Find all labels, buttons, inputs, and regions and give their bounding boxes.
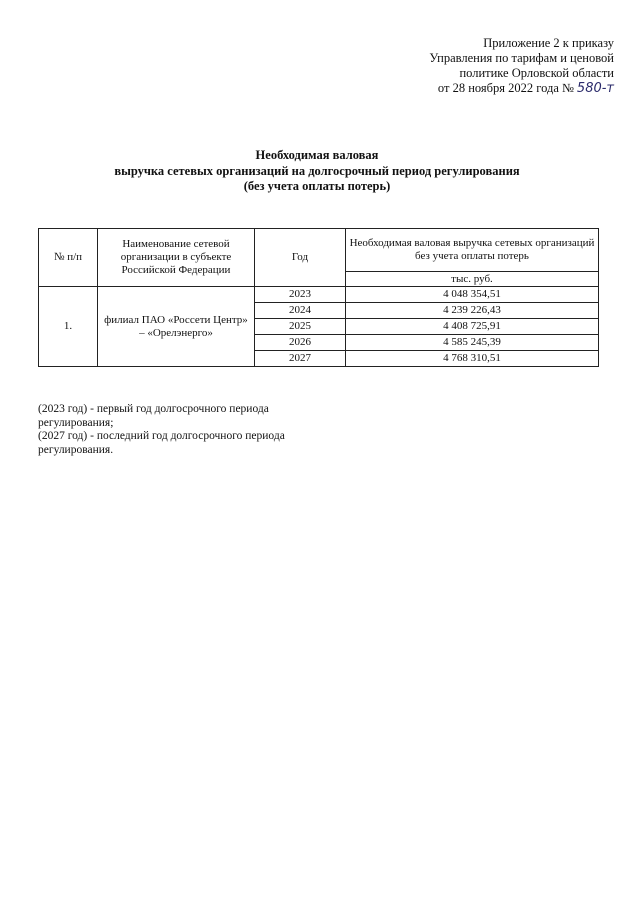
appendix-header <box>354 36 614 96</box>
revenue-value: 4 768 310,51 <box>346 351 599 367</box>
header-org: Наименование сетевой организации в субъекте Российской Федерации <box>98 229 255 287</box>
header-num: № п/п <box>39 229 98 287</box>
header-revenue: Необходимая валовая выручка сетевых организаций без учета оплаты потерь <box>346 229 599 272</box>
title-line-3: (без учета оплаты потерь) <box>243 179 391 193</box>
revenue-value: 4 585 245,39 <box>346 335 599 351</box>
year-cell: 2027 <box>255 351 346 367</box>
revenue-value: 4 408 725,91 <box>346 319 599 335</box>
appendix-line-3: политике Орловской области <box>459 66 614 80</box>
appendix-line-2: Управления по тарифам и ценовой <box>429 51 614 65</box>
note-first-year: (2023 год) - первый год долгосрочного периода регулирования; <box>38 403 269 429</box>
year-cell: 2023 <box>255 287 346 303</box>
row-number: 1. <box>39 287 98 367</box>
year-cell: 2026 <box>255 335 346 351</box>
year-cell: 2025 <box>255 319 346 335</box>
organization-name: филиал ПАО «Россети Центр» – «Орелэнерго» <box>98 287 255 367</box>
revenue-value: 4 239 226,43 <box>346 303 599 319</box>
year-cell: 2024 <box>255 303 346 319</box>
header-year: Год <box>255 229 346 287</box>
title-line-1: Необходимая валовая <box>255 148 379 162</box>
document-title <box>0 148 634 195</box>
notes <box>38 403 318 457</box>
note-last-year: (2027 год) - последний год долгосрочного периода регулирования. <box>38 430 285 456</box>
table-row <box>39 287 599 303</box>
title-line-2: выручка сетевых организаций на долгосрочный период регулирования <box>114 163 520 178</box>
order-number-handwritten: 580-т <box>576 81 614 96</box>
appendix-line-1: Приложение 2 к приказу <box>483 36 614 50</box>
order-line <box>354 81 614 96</box>
revenue-table <box>38 228 599 367</box>
header-unit: тыс. руб. <box>346 272 599 287</box>
order-date: от 28 ноября 2022 года № <box>437 81 574 95</box>
revenue-value: 4 048 354,51 <box>346 287 599 303</box>
